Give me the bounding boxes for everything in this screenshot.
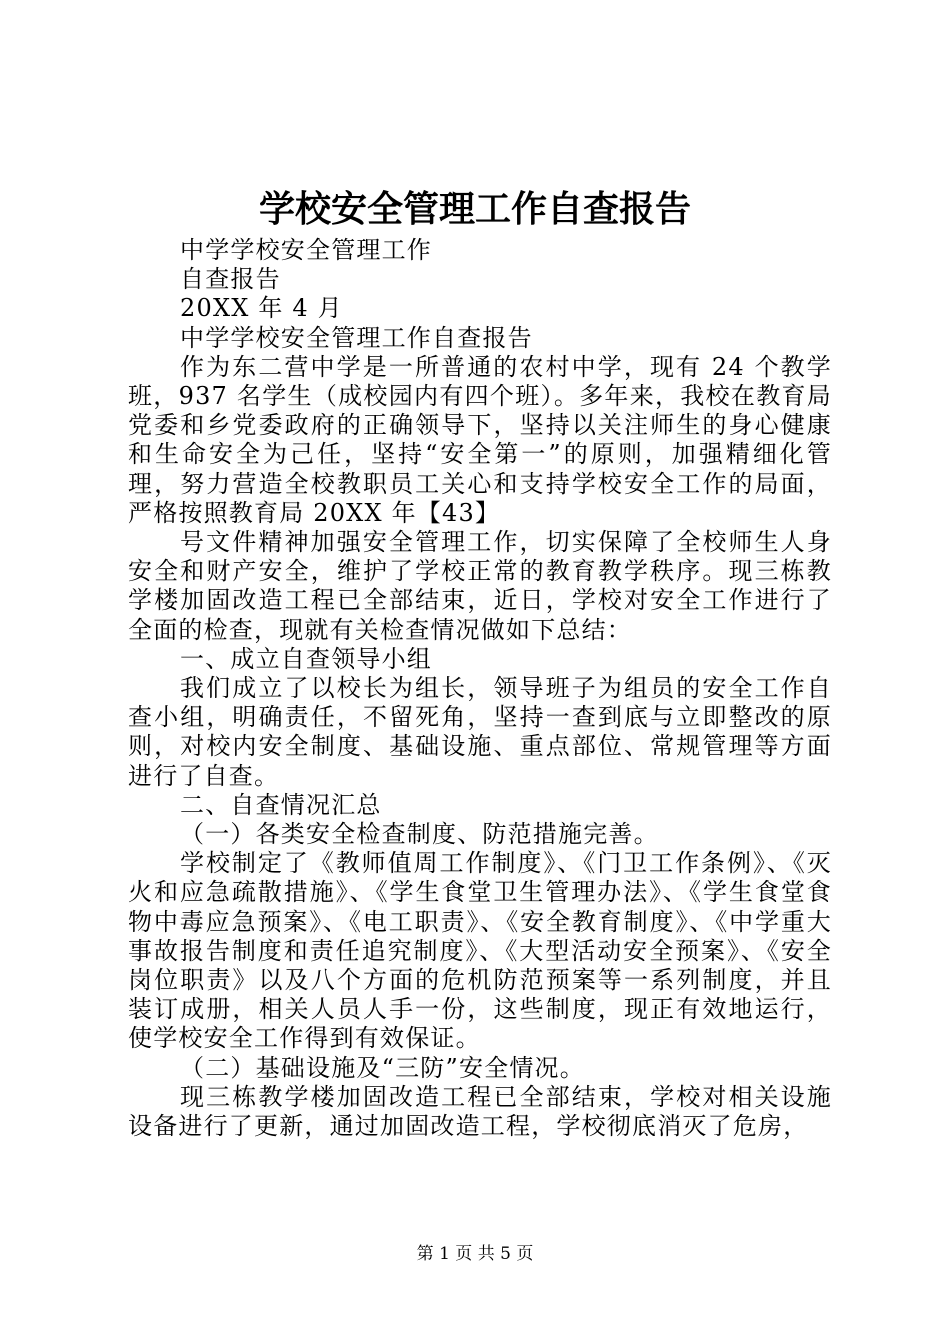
document-title: 学校安全管理工作自查报告: [258, 188, 691, 230]
page-footer: 第 1 页 共 5 页: [416, 1244, 534, 1264]
document-body: [128, 236, 832, 1141]
section-heading-2: 二、自查情况汇总: [180, 790, 382, 819]
paragraph-report-label: 自查报告: [180, 265, 281, 294]
paragraph-intro-continued: 号文件精神加强安全管理工作，切实保障了全校师生人身安全和财产安全，维护了学校正常的教育教学秩序。现三栋教学楼加固改造工程已全部结束，近日，学校对安全工作进行了全面的检查，现就有关检查情况做如下总结：: [128, 528, 832, 644]
paragraph-date: 20XX 年 4 月: [180, 294, 343, 323]
paragraph-intro: 作为东二营中学是一所普通的农村中学，现有 24 个教学班，937 名学生（成校园内有四个班）。多年来，我校在教育局党委和乡党委政府的正确领导下，坚持以关注师生的身心健康和生命安全为己任，坚持“安全第一”的原则，加强精细化管理，努力营造全校教职员工关心和支持学校安全工作的局面，严格按照教育局 20XX 年【43】: [128, 352, 832, 527]
paragraph-regulations: 学校制定了《教师值周工作制度》、《门卫工作条例》、《灭火和应急疏散措施》、《学生食堂卫生管理办法》、《学生食堂食物中毒应急预案》、《电工职责》、《安全教育制度》、《中学重大事故报告制度和责任追究制度》、《大型活动安全预案》、《安全岗位职责》以及八个方面的危机防范预案等一系列制度，并且装订成册，相关人员人手一份，这些制度，现正有效地运行，使学校安全工作得到有效保证。: [128, 849, 832, 1053]
section-heading-1: 一、成立自查领导小组: [180, 644, 432, 673]
subsection-heading-2: （二）基础设施及“三防”安全情况。: [180, 1053, 585, 1082]
paragraph-infrastructure: 现三栋教学楼加固改造工程已全部结束，学校对相关设施设备进行了更新，通过加固改造工程，学校彻底消灭了危房，: [128, 1082, 832, 1141]
paragraph-school-name: 中学学校安全管理工作: [180, 236, 432, 264]
paragraph-subtitle: 中学学校安全管理工作自查报告: [180, 323, 533, 352]
subsection-heading-1: （一）各类安全检查制度、防范措施完善。: [180, 820, 659, 849]
paragraph-section-1: 我们成立了以校长为组长，领导班子为组员的安全工作自查小组，明确责任，不留死角，坚持一查到底与立即整改的原则，对校内安全制度、基础设施、重点部位、常规管理等方面进行了自查。: [128, 674, 832, 790]
